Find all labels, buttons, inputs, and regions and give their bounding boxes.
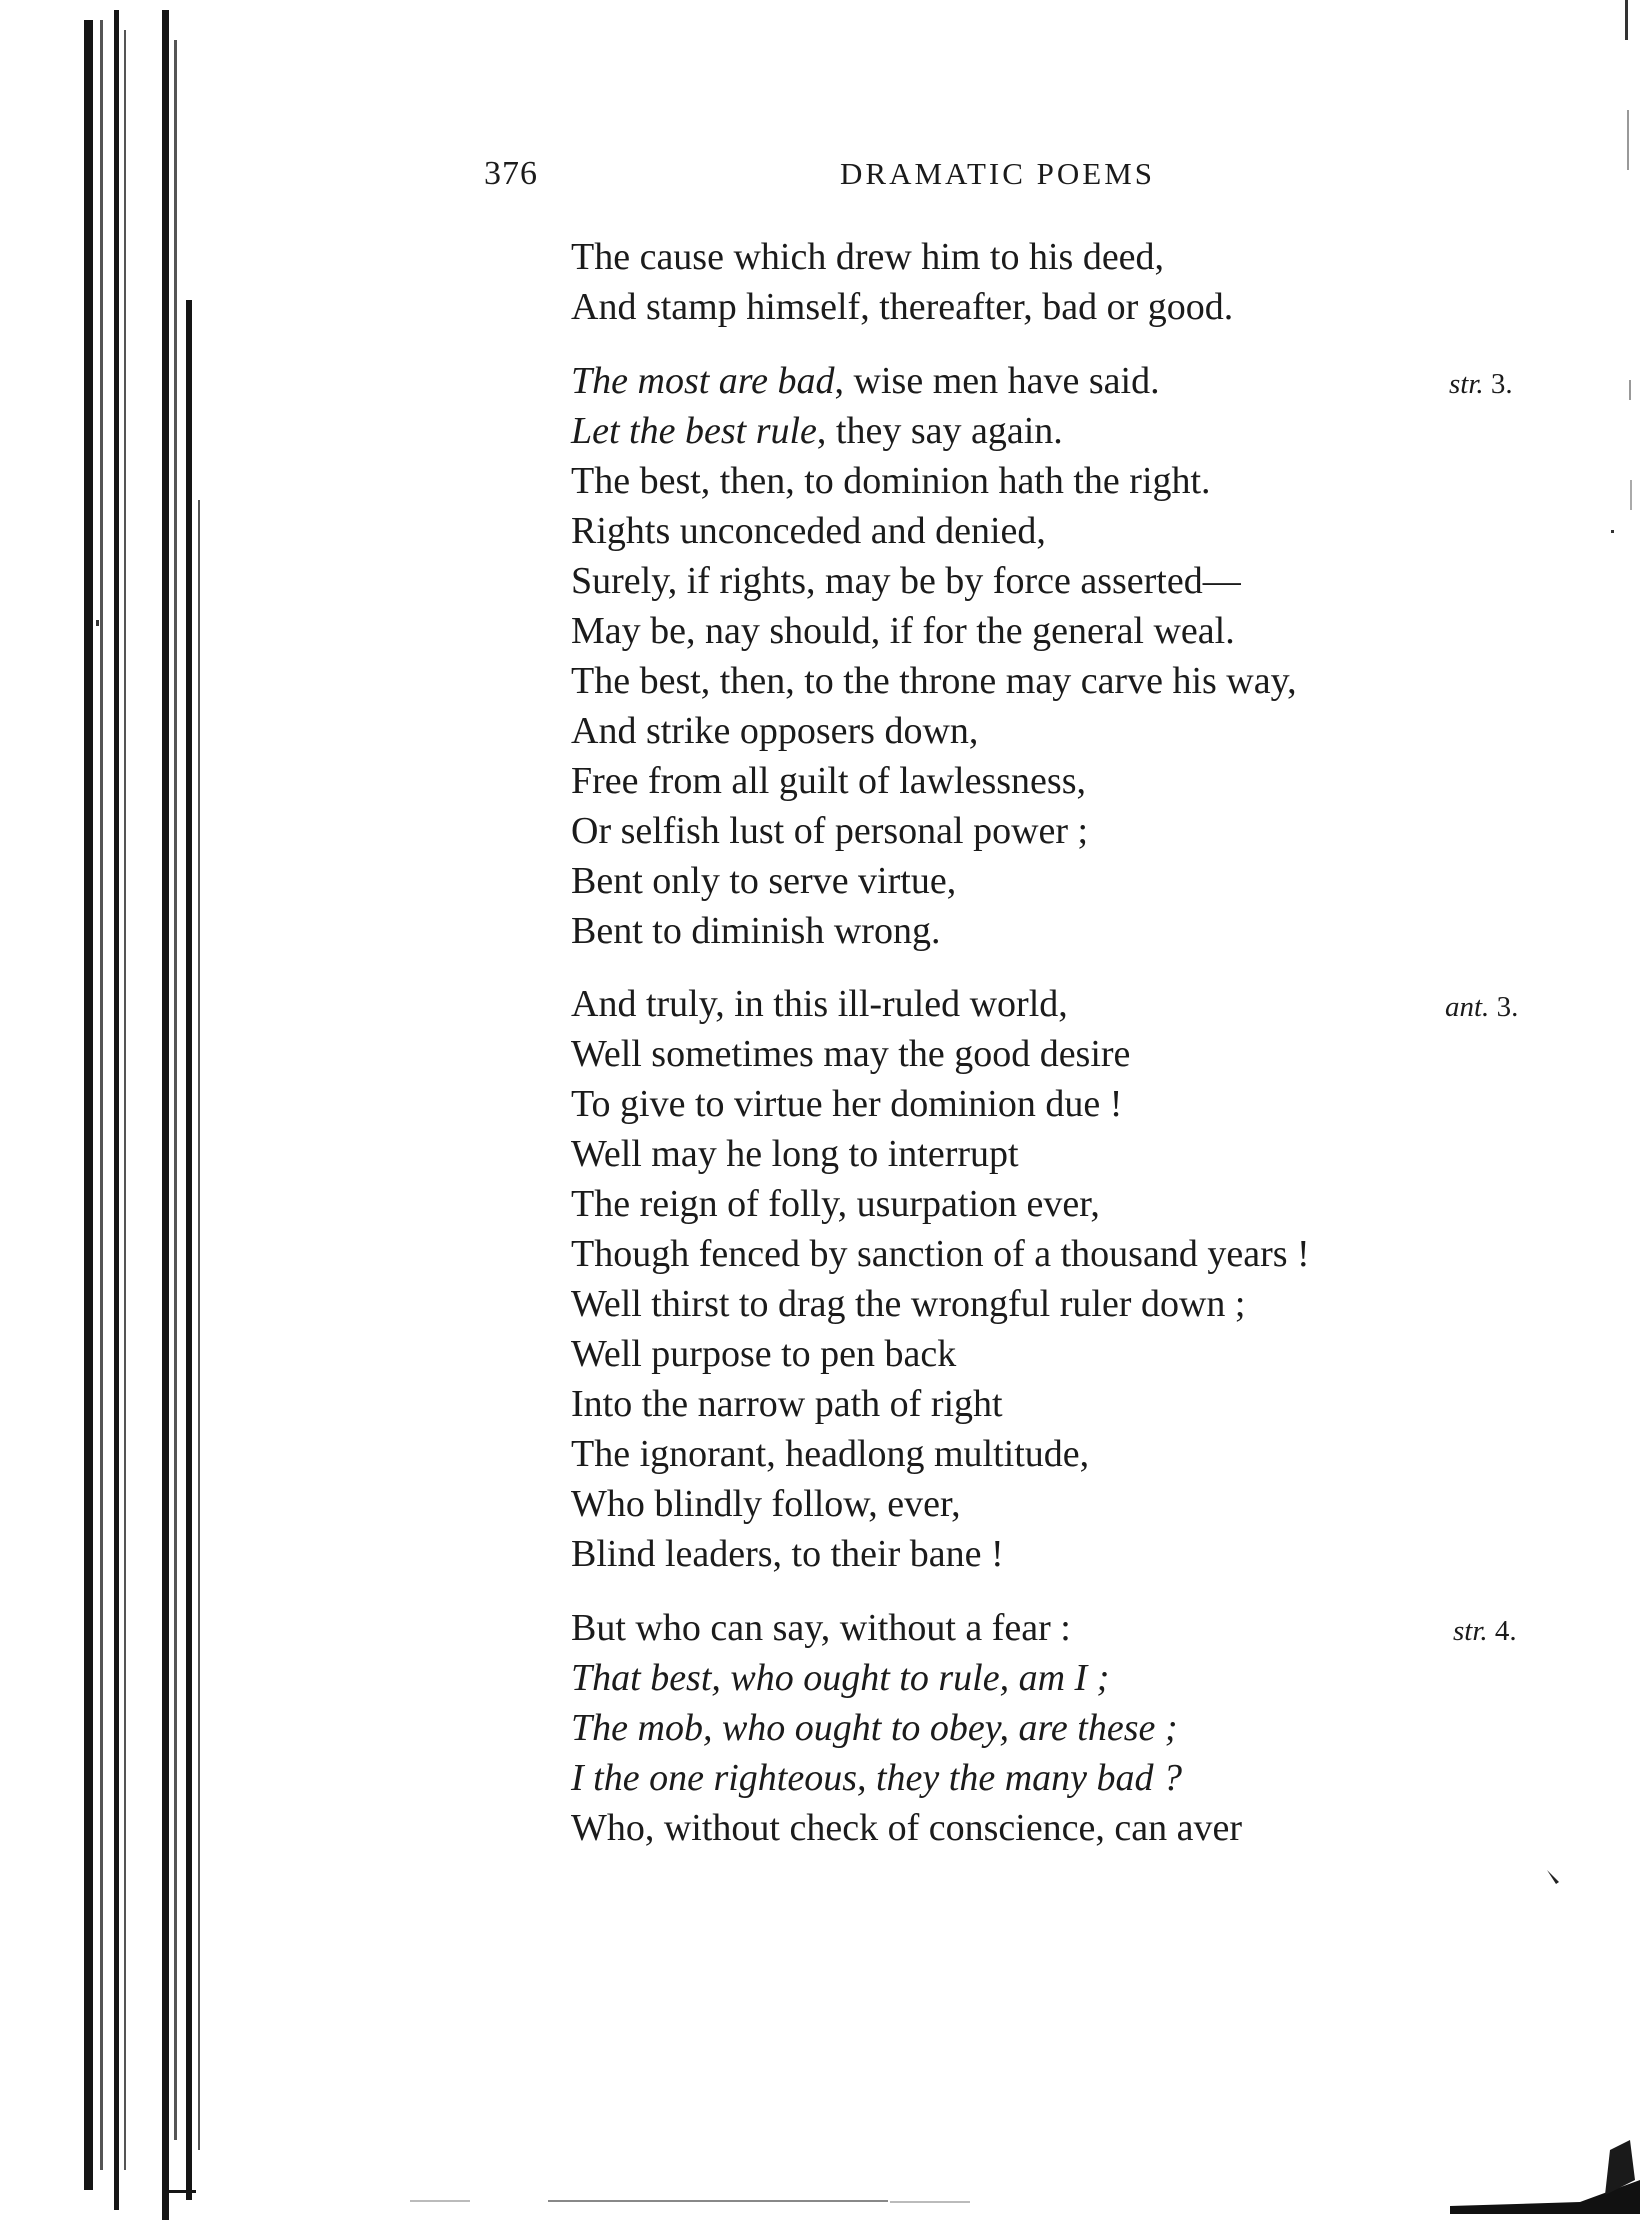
scan-speck	[1630, 480, 1632, 510]
line-text: Rights unconceded and denied,	[571, 510, 1046, 552]
gutter-shadow	[198, 500, 200, 2150]
gutter-shadow	[124, 30, 126, 2170]
line-text: , wise men have said.	[834, 360, 1160, 402]
poem-line	[571, 706, 1297, 756]
scan-speck	[1625, 0, 1628, 40]
line-text: And strike opposers down,	[571, 710, 979, 752]
gutter-shadow	[84, 20, 93, 2190]
poem-line	[571, 656, 1297, 706]
stanza-marginal-note	[1445, 991, 1518, 1024]
line-text: The best, then, to the throne may carve his way,	[571, 660, 1297, 702]
poem-line	[571, 1803, 1242, 1853]
italic-text: That best, who ought to rule, am I ;	[571, 1657, 1110, 1699]
poem-line	[571, 232, 1233, 282]
poem-line	[571, 856, 1297, 906]
poem-line	[571, 1079, 1310, 1129]
poem-line	[571, 1429, 1310, 1479]
line-text: May be, nay should, if for the general weal.	[571, 610, 1235, 652]
line-text: Bent only to serve virtue,	[571, 860, 957, 902]
poem-line	[571, 1653, 1242, 1703]
poem-line	[571, 979, 1310, 1029]
line-text: The reign of folly, usurpation ever,	[571, 1183, 1100, 1225]
footer-rule	[548, 2200, 888, 2202]
line-text: But who can say, without a fear :	[571, 1607, 1071, 1649]
scan-speck	[1611, 530, 1614, 533]
gutter-shadow	[174, 40, 177, 2140]
line-text: The cause which drew him to his deed,	[571, 236, 1165, 278]
poem-line	[571, 1529, 1310, 1579]
line-text: Surely, if rights, may be by force asserted—	[571, 560, 1241, 602]
poem-line	[571, 356, 1297, 406]
line-text: The ignorant, headlong multitude,	[571, 1433, 1090, 1475]
line-text: And stamp himself, thereafter, bad or good.	[571, 286, 1234, 328]
poem-line	[571, 1379, 1310, 1429]
marginal-number: 3.	[1490, 368, 1513, 400]
poem-line	[571, 1129, 1310, 1179]
poem-line	[571, 1229, 1310, 1279]
line-text: Well thirst to drag the wrongful ruler down ;	[571, 1283, 1246, 1325]
line-text: Into the narrow path of right	[571, 1383, 1003, 1425]
line-text: Well purpose to pen back	[571, 1333, 957, 1375]
stanza-marginal-note	[1449, 368, 1513, 401]
poem-line	[571, 456, 1297, 506]
running-title: DRAMATIC POEMS	[840, 156, 1156, 191]
poem-line	[571, 506, 1297, 556]
scan-speck	[1629, 380, 1631, 400]
italic-text: The mob, who ought to obey, are these ;	[571, 1707, 1178, 1749]
line-text: Though fenced by sanction of a thousand years !	[571, 1233, 1310, 1275]
stanza	[571, 979, 1310, 1579]
marginal-label: str.	[1449, 368, 1484, 400]
line-text: To give to virtue her dominion due !	[571, 1083, 1123, 1125]
scan-speck	[96, 620, 99, 626]
poem-line	[571, 556, 1297, 606]
italic-text: Let the best rule	[571, 410, 817, 452]
italic-text: The most are bad	[571, 360, 835, 402]
poem-line	[571, 1753, 1242, 1803]
line-text: Who, without check of conscience, can aver	[571, 1807, 1243, 1849]
page-number: 376	[484, 155, 538, 192]
gutter-shadow	[100, 20, 103, 2170]
line-text: Free from all guilt of lawlessness,	[571, 760, 1087, 802]
poem-line	[571, 1029, 1310, 1079]
marginal-label: str.	[1453, 1615, 1488, 1647]
poem-line	[571, 1703, 1242, 1753]
scan-tick-mark	[1545, 1868, 1565, 1888]
line-text: Bent to diminish wrong.	[571, 910, 941, 952]
gutter-shadow	[162, 10, 169, 2220]
line-text: Well sometimes may the good desire	[571, 1033, 1131, 1075]
gutter-shadow	[166, 2190, 196, 2193]
poem-line	[571, 806, 1297, 856]
italic-text: I the one righteous, they the many bad ?	[571, 1757, 1183, 1799]
poem-line	[571, 1329, 1310, 1379]
stanza	[571, 356, 1297, 956]
line-text: , they say again.	[816, 410, 1063, 452]
scan-speck	[1627, 110, 1629, 170]
poem-line	[571, 1603, 1242, 1653]
page-corner-shadow	[1440, 2110, 1640, 2215]
gutter-shadow	[186, 300, 192, 2200]
line-text: The best, then, to dominion hath the right.	[571, 460, 1211, 502]
poem-line	[571, 1479, 1310, 1529]
stanza	[571, 232, 1233, 332]
footer-rule	[410, 2200, 470, 2202]
line-text: Well may he long to interrupt	[571, 1133, 1019, 1175]
gutter-shadow	[114, 10, 119, 2210]
marginal-number: 4.	[1494, 1615, 1517, 1647]
poem-line	[571, 606, 1297, 656]
poem-line	[571, 1179, 1310, 1229]
line-text: And truly, in this ill-ruled world,	[571, 983, 1068, 1025]
poem-line	[571, 406, 1297, 456]
poem-line	[571, 282, 1233, 332]
poem-line	[571, 756, 1297, 806]
marginal-number: 3.	[1496, 991, 1519, 1023]
poem-line	[571, 1279, 1310, 1329]
line-text: Blind leaders, to their bane !	[571, 1533, 1004, 1575]
line-text: Who blindly follow, ever,	[571, 1483, 961, 1525]
stanza-marginal-note	[1453, 1615, 1517, 1648]
marginal-label: ant.	[1445, 991, 1490, 1023]
line-text: Or selfish lust of personal power ;	[571, 810, 1089, 852]
footer-rule	[890, 2201, 970, 2203]
stanza	[571, 1603, 1242, 1853]
poem-line	[571, 906, 1297, 956]
